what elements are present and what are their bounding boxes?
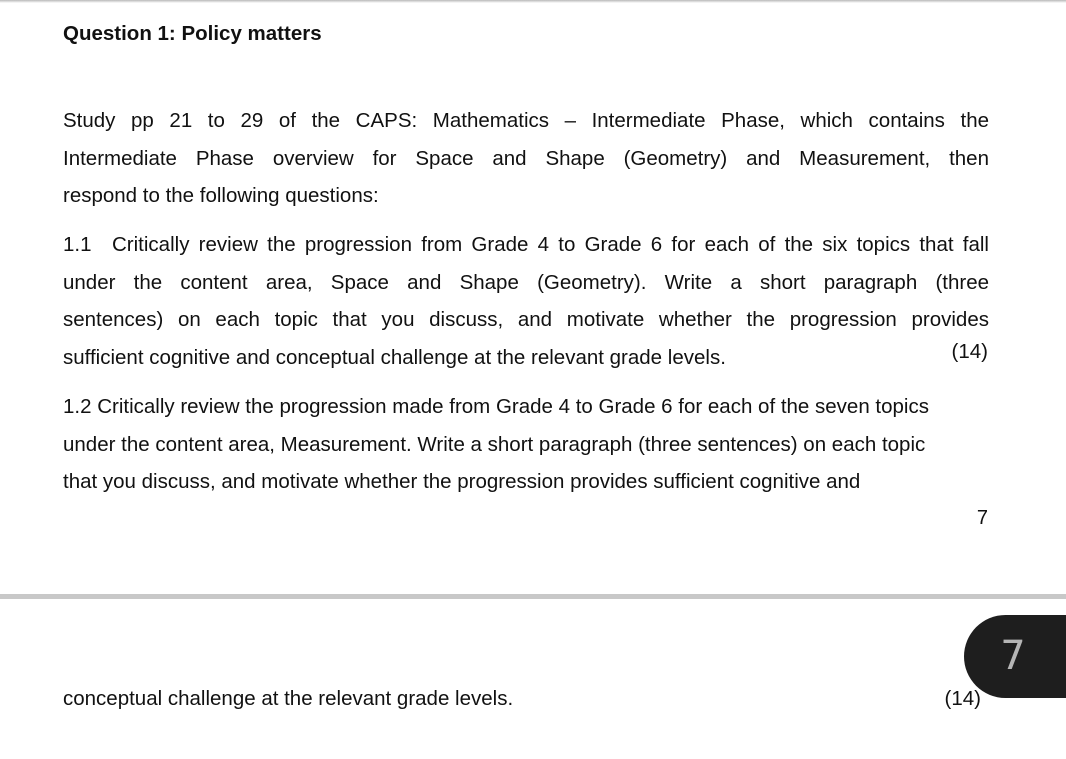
question-1-2-marks: (14)	[944, 687, 981, 710]
question-heading: Question 1: Policy matters	[63, 22, 322, 45]
document-page-lower	[0, 599, 1066, 759]
page-indicator-badge[interactable]	[964, 615, 1066, 698]
question-1-1-marks: (14)	[951, 340, 988, 363]
intro-paragraph	[63, 102, 989, 215]
question-1-2	[63, 388, 989, 501]
question-1-2-line: that you discuss, and motivate whether the progression provides sufficient cognitive and	[63, 470, 861, 493]
question-1-2-line: 1.2 Critically review the progression made from Grade 4 to Grade 6 for each of the seven topics	[63, 395, 929, 418]
intro-line: Study pp 21 to 29 of the CAPS: Mathematics – Intermediate Phase, which contains the	[63, 109, 989, 132]
page-number: 7	[976, 507, 988, 529]
question-1-1-line: sufficient cognitive and conceptual challenge at the relevant grade levels.	[63, 345, 726, 369]
question-1-2-line: under the content area, Measurement. Write a short paragraph (three sentences) on each topic	[63, 432, 926, 456]
question-1-1-line: 1.1 Critically review the progression from Grade 4 to Grade 6 for each of the six topics that fall	[63, 233, 989, 256]
page-indicator-number: 7	[1000, 633, 1026, 679]
question-1-1-line: sentences) on each topic that you discuss, and motivate whether the progression provides	[63, 308, 989, 331]
question-1-1-line: under the content area, Space and Shape (Geometry). Write a short paragraph (three	[63, 270, 989, 294]
intro-line: respond to the following questions:	[63, 184, 379, 207]
intro-line: Intermediate Phase overview for Space and Shape (Geometry) and Measurement, then	[63, 146, 989, 170]
question-1-1	[63, 226, 989, 376]
question-1-2-continued: conceptual challenge at the relevant grade levels.	[63, 687, 514, 710]
